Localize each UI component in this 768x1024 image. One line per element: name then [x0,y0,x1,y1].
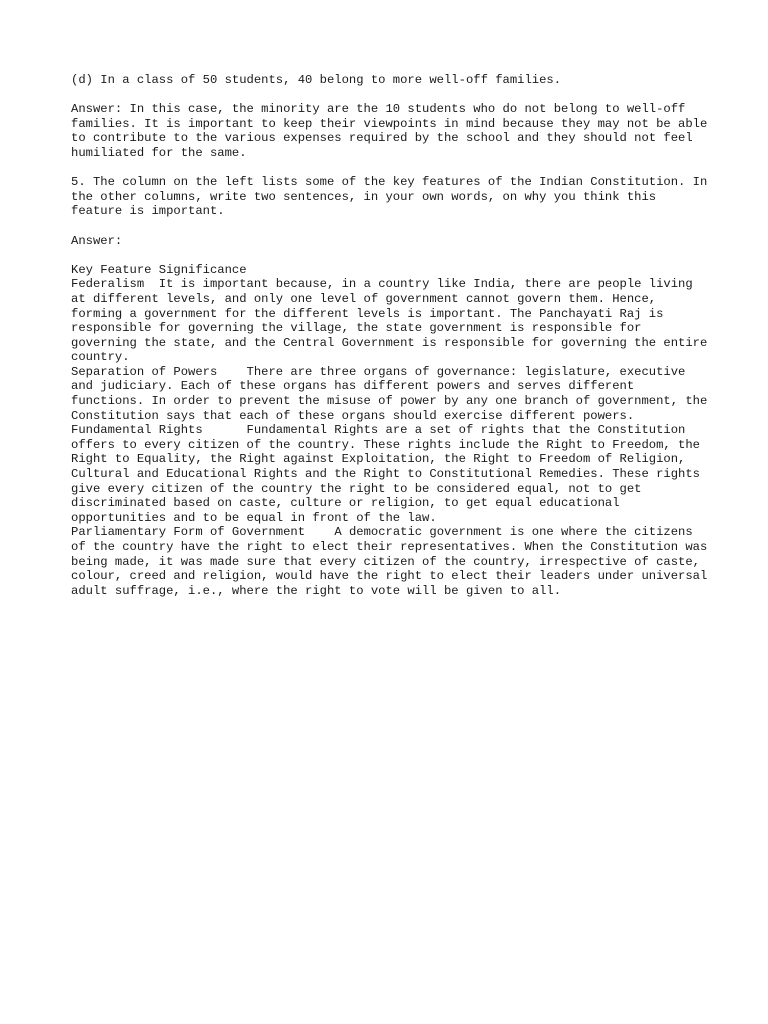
document-page [71,73,715,598]
table-header-row [71,263,711,278]
header-key-feature: Key Feature [71,262,152,277]
table-row [71,423,711,525]
feature-cell: Parliamentary Form of Government [71,525,306,540]
significance-cell: There are three organs of governance: legislature, executive and judiciary. Each of these organs has different powers and serves different functions. In order to prevent the misuse of power by any one branch of government, the Constitution says that each of these organs should exercise different powers. [71,364,715,423]
feature-cell: Separation of Powers [71,364,218,379]
header-significance: Significance [158,262,247,277]
table-row [71,364,715,423]
table-row [71,525,715,598]
significance-cell: Fundamental Rights are a set of rights that the Constitution offers to every citizen of the country. These rights include the Right to Freedom, the Right to Equality, the Right against Exploitation, the Right to Freedom of Religion, Cultural and Educational Rights and the Right to Constitutional Remedies. These rights give every citizen of the country the right to be considered equal, not to get discriminated based on caste, culture or religion, to get equal educational opportunities and to be equal in front of the law. [71,423,708,525]
question-4d: (d) In a class of 50 students, 40 belong to more well-off families. [71,73,562,87]
answer-4d: Answer: In this case, the minority are the 10 students who do not belong to well-off families. It is important to keep their viewpoints in mind because they may not be able to contribute to the various expenses required by the school and they should not feel humiliated for the same. [71,102,715,160]
table-row [71,277,715,365]
significance-cell: It is important because, in a country like India, there are people living at different levels, and only one level of government cannot govern them. Hence, forming a government for the different levels is important. The Panchayati Raj is responsible for governing the village, the state government is responsible for governing the state, and the Central Government is responsible for governing the entire country. [71,277,715,365]
answer-5-label: Answer: [71,233,123,248]
key-features-table [71,262,715,599]
significance-cell: A democratic government is one where the citizens of the country have the right to elect their representatives. When the Constitution was being made, it was made sure that every citizen of the country, irrespective of caste, colour, creed and religion, would have the right to elect their leaders under universal adult suffrage, i.e., where the right to vote will be given to all. [71,525,715,598]
feature-cell: Federalism [71,277,145,292]
question-5: 5. The column on the left lists some of the key features of the Indian Constitution. In the other columns, write two sentences, in your own words, on why you think this feature is important. [71,175,715,219]
feature-cell: Fundamental Rights [71,423,203,438]
